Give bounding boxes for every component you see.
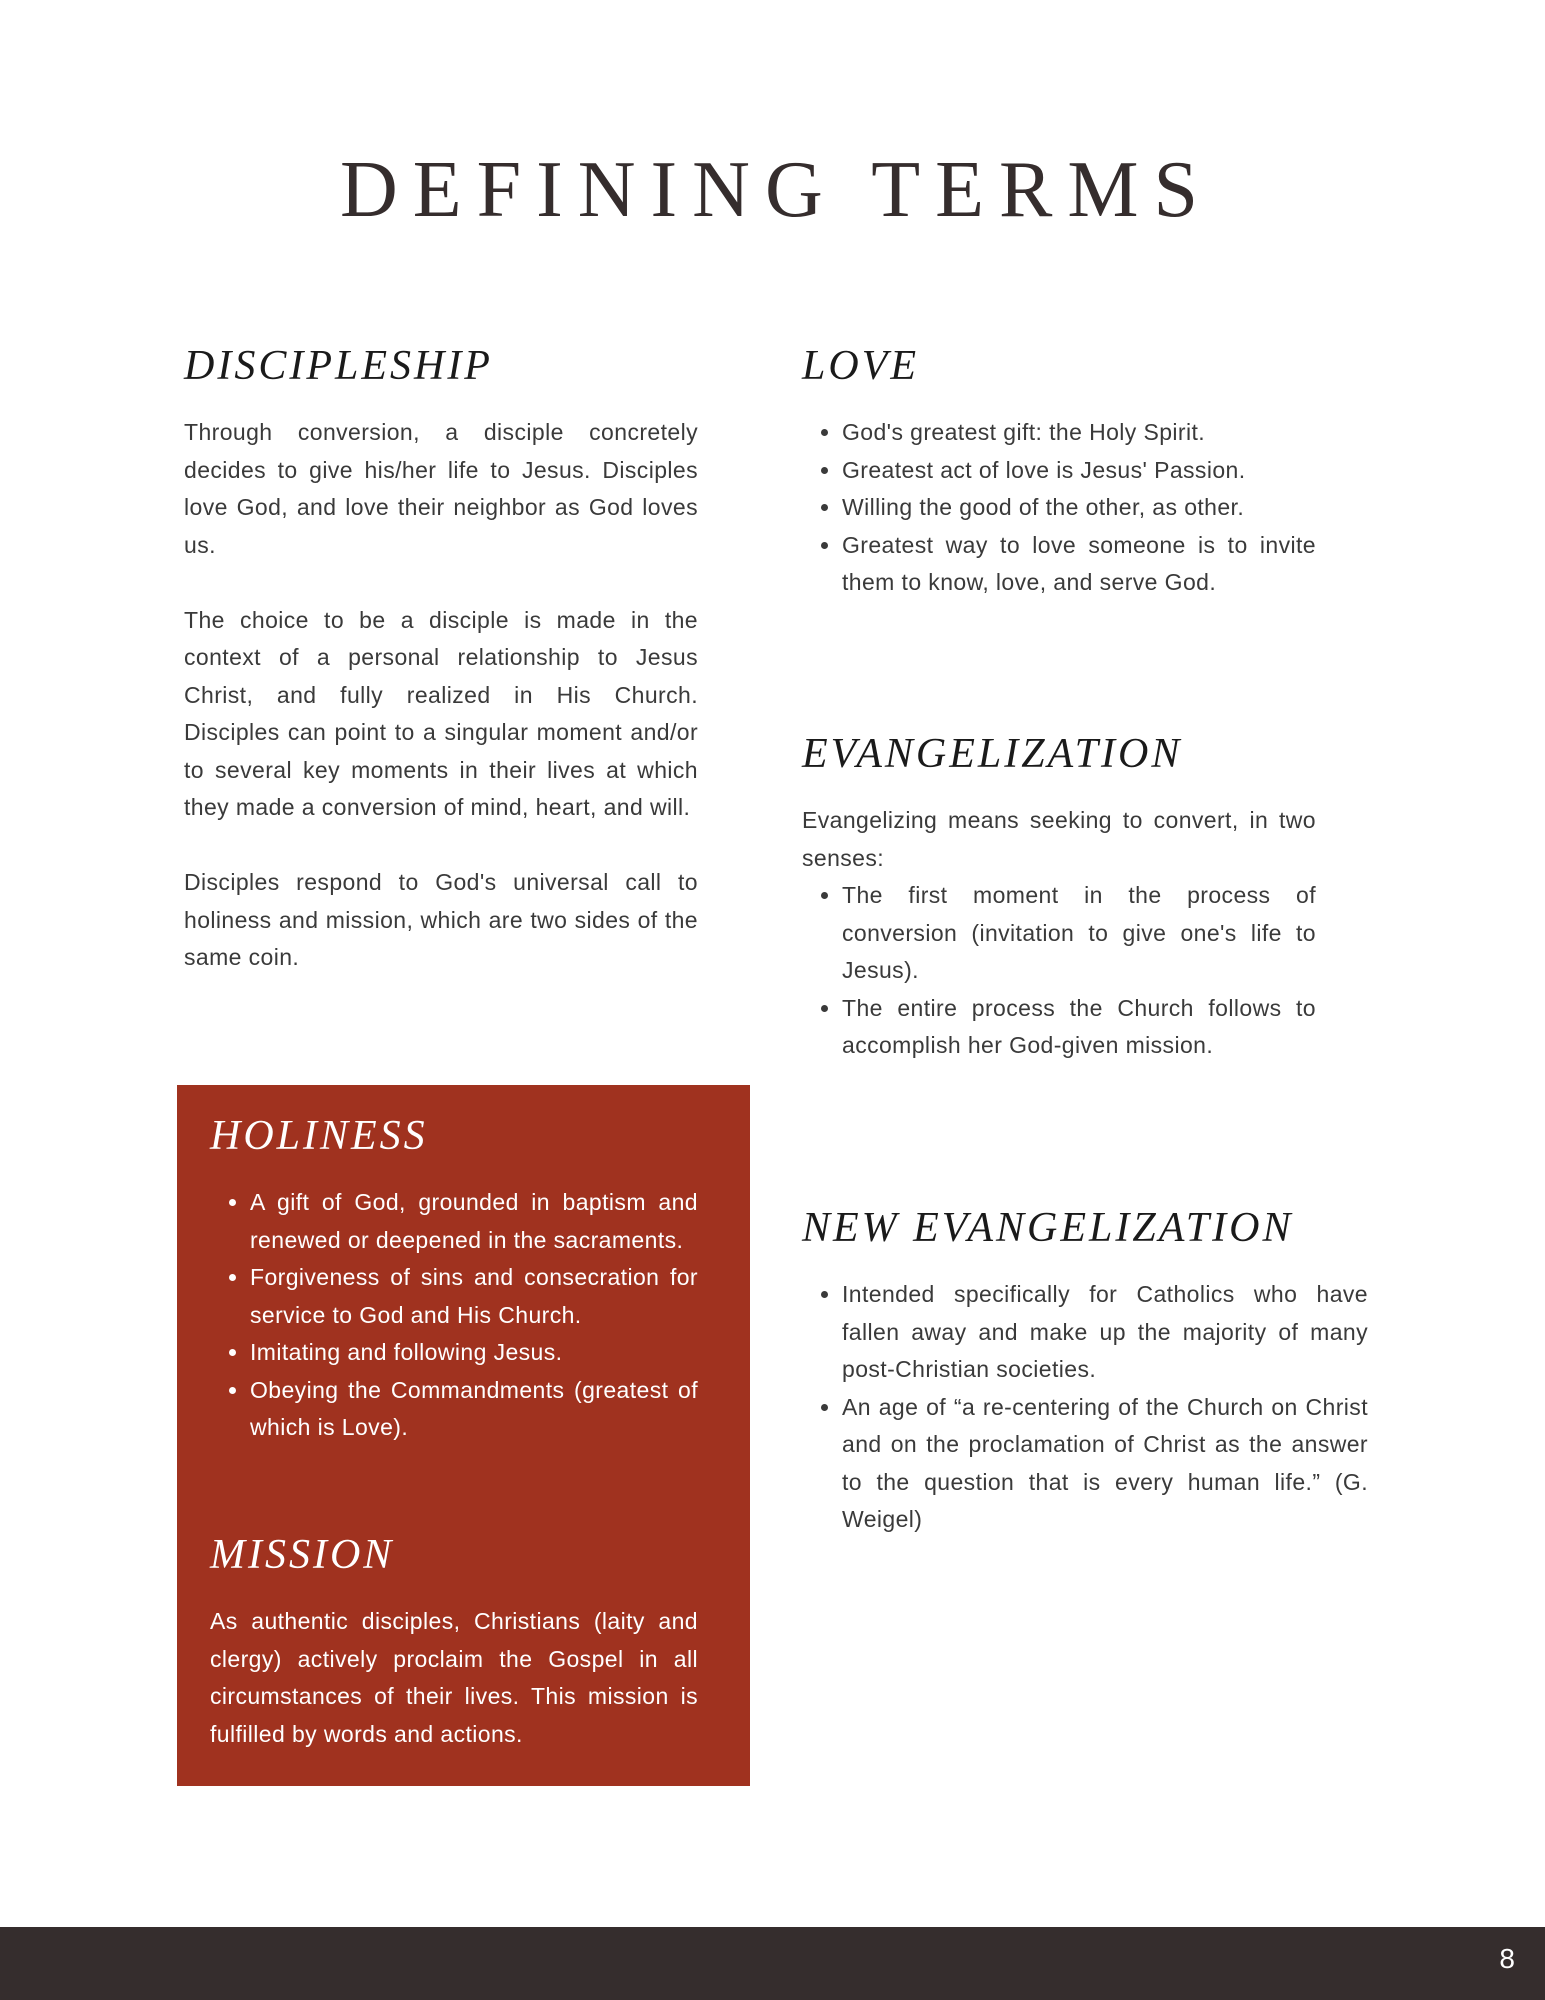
mission-heading: MISSION: [210, 1532, 395, 1578]
mission-section: [210, 1534, 698, 1753]
list-item: • God's greatest gift: the Holy Spirit.: [842, 414, 1316, 452]
page-number: 8: [1499, 1943, 1515, 1974]
holiness-list: [210, 1184, 698, 1447]
new-evangelization-list: [802, 1276, 1368, 1539]
list-item: • Imitating and following Jesus.: [250, 1334, 698, 1372]
evangelization-heading: EVANGELIZATION: [802, 731, 1183, 777]
evangelization-section: [802, 733, 1316, 1065]
list-item: • A gift of God, grounded in baptism and renewed or deepened in the sacraments.: [250, 1184, 698, 1259]
love-heading: LOVE: [802, 343, 919, 389]
love-list: [802, 414, 1316, 602]
page-title: DEFINING TERMS: [339, 146, 1213, 234]
list-item: • Forgiveness of sins and consecration for service to God and His Church.: [250, 1259, 698, 1334]
list-item: • An age of “a re-centering of the Church on Christ and on the proclamation of Christ as the answer to the question that is every human life.” (G. Weigel): [842, 1389, 1368, 1539]
discipleship-paragraph: Through conversion, a disciple concretely decides to give his/her life to Jesus. Disciples love God, and love their neighbor as God loves us.: [184, 419, 698, 558]
discipleship-heading: DISCIPLESHIP: [184, 343, 493, 389]
list-item: • Greatest act of love is Jesus' Passion.: [842, 452, 1316, 490]
list-item: • Intended specifically for Catholics who have fallen away and make up the majority of many post-Christian societies.: [842, 1276, 1368, 1389]
list-item: • The entire process the Church follows to accomplish her God-given mission.: [842, 990, 1316, 1065]
mission-paragraph: As authentic disciples, Christians (laity and clergy) actively proclaim the Gospel in all circumstances of their lives. This mission is fulfilled by words and actions.: [210, 1608, 698, 1747]
discipleship-paragraph: The choice to be a disciple is made in the context of a personal relationship to Jesus Christ, and fully realized in His Church. Disciples can point to a singular moment and/or to several key moments in their lives at which they made a conversion of mind, heart, and will.: [184, 606, 698, 820]
list-item: • Willing the good of the other, as other.: [842, 489, 1316, 527]
footer-bar: [0, 1927, 1545, 2000]
discipleship-section: [184, 345, 698, 977]
holiness-heading: HOLINESS: [210, 1113, 428, 1159]
list-item: • Greatest way to love someone is to invite them to know, love, and serve God.: [842, 527, 1316, 602]
list-item: • The first moment in the process of conversion (invitation to give one's life to Jesus).: [842, 877, 1316, 990]
list-item: • Obeying the Commandments (greatest of which is Love).: [250, 1372, 698, 1447]
holiness-section: [210, 1115, 698, 1447]
evangelization-intro: Evangelizing means seeking to convert, in two senses:: [802, 807, 1316, 871]
new-evangelization-section: [802, 1207, 1368, 1539]
evangelization-list: [802, 877, 1316, 1065]
love-section: [802, 345, 1316, 602]
new-evangelization-heading: NEW EVANGELIZATION: [802, 1205, 1294, 1251]
discipleship-paragraph: Disciples respond to God's universal call to holiness and mission, which are two sides of the same coin.: [184, 869, 698, 970]
